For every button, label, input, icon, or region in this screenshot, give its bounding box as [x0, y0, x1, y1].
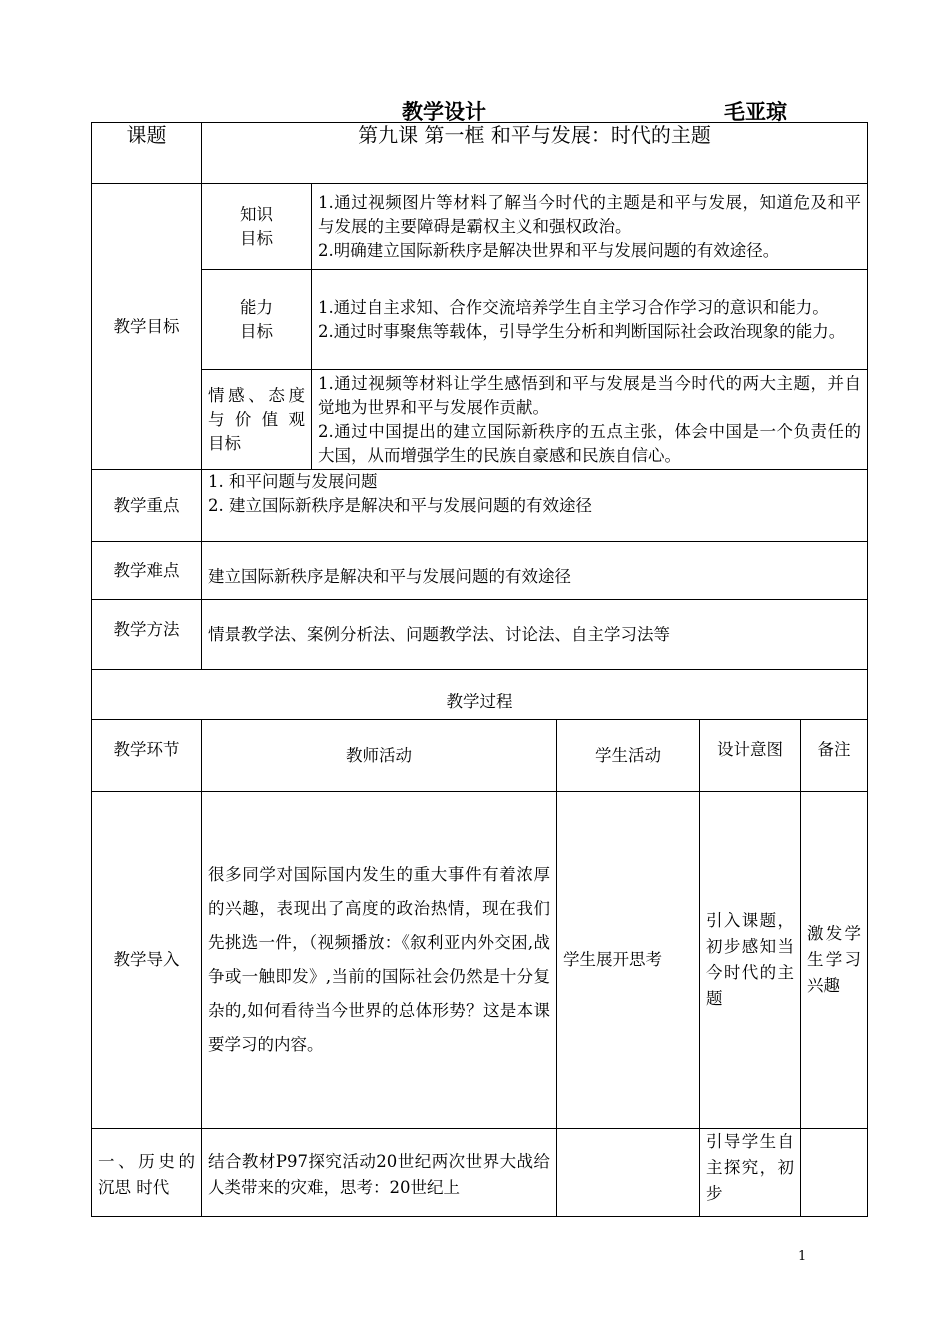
student-activity-cell: 学生展开思考 — [557, 792, 700, 1129]
method-text: 情景教学法、案例分析法、问题教学法、讨论法、自主学习法等 — [202, 600, 868, 670]
note-cell: 激发学生学习兴趣 — [801, 792, 868, 1129]
method-label: 教学方法 — [92, 600, 202, 670]
topic-text: 第九课 第一框 和平与发展：时代的主题 — [202, 123, 868, 184]
key-points-content — [202, 470, 868, 542]
design-intent-cell: 引导学生自主探究，初步 — [700, 1129, 801, 1217]
emotion-item-2: 2.通过中国提出的建立国际新秩序的五点主张，体会中国是一个负责任的大国，从而增强学生的民族自豪感和民族自信心。 — [318, 421, 862, 465]
header-teacher: 教师活动 — [202, 720, 557, 792]
note-cell — [801, 1129, 868, 1217]
ability-label — [202, 270, 312, 370]
stage-cell: 一、历史的沉思 时代 — [92, 1129, 202, 1217]
knowledge-label-line1: 知识 — [240, 204, 273, 224]
objective-emotion-row — [92, 370, 868, 470]
teacher-activity-cell: 结合教材P97探究活动20世纪两次世界大战给人类带来的灾难，思考：20世纪上 — [202, 1129, 557, 1217]
difficulty-row — [92, 542, 868, 600]
header-intent: 设计意图 — [700, 720, 801, 792]
process-title: 教学过程 — [92, 670, 868, 720]
header-stage: 教学环节 — [92, 720, 202, 792]
table-row — [92, 792, 868, 1129]
ability-item-1: 1.通过自主求知、合作交流培养学生自主学习合作学习的意识和能力。 — [318, 297, 829, 317]
ability-label-line1: 能力 — [240, 297, 273, 317]
document-title: 教学设计 — [402, 100, 486, 124]
header-student: 学生活动 — [557, 720, 700, 792]
stage-cell: 教学导入 — [92, 792, 202, 1129]
header-note: 备注 — [801, 720, 868, 792]
author-name: 毛亚琼 — [724, 100, 787, 124]
knowledge-content — [312, 184, 868, 270]
ability-label-line2: 目标 — [240, 321, 273, 341]
objective-ability-row — [92, 270, 868, 370]
method-row — [92, 600, 868, 670]
key-point-1: 1. 和平问题与发展问题 — [208, 472, 378, 491]
teacher-activity-cell: 很多同学对国际国内发生的重大事件有着浓厚的兴趣，表现出了高度的政治热情，现在我们先挑选一件，（视频播放：《叙利亚内外交困,战争或一触即发》,当前的国际社会仍然是十分复杂的,如何看待当今世界的总体形势？这是本课要学习的内容。 — [202, 792, 557, 1129]
page-number: 1 — [798, 1249, 807, 1264]
emotion-item-1: 1.通过视频等材料让学生感悟到和平与发展是当今时代的两大主题，并自觉地为世界和平与发展作贡献。 — [318, 373, 862, 417]
knowledge-item-1: 1.通过视频图片等材料了解当今时代的主题是和平与发展，知道危及和平与发展的主要障碍是霸权主义和强权政治。 — [318, 192, 862, 236]
topic-row — [92, 123, 868, 184]
difficulty-text: 建立国际新秩序是解决和平与发展问题的有效途径 — [202, 542, 868, 600]
ability-item-2: 2.通过时事聚焦等载体，引导学生分析和判断国际社会政治现象的能力。 — [318, 321, 846, 341]
table-row — [92, 1129, 868, 1217]
key-points-label: 教学重点 — [92, 470, 202, 542]
topic-label: 课题 — [92, 123, 202, 184]
design-intent-cell: 引入课题，初步感知当今时代的主题 — [700, 792, 801, 1129]
knowledge-label-line2: 目标 — [240, 228, 273, 248]
objective-knowledge-row — [92, 184, 868, 270]
document-header — [0, 96, 950, 124]
emotion-content — [312, 370, 868, 470]
key-point-2: 2. 建立国际新秩序是解决和平与发展问题的有效途径 — [208, 496, 592, 515]
key-points-row — [92, 470, 868, 542]
objectives-label: 教学目标 — [92, 184, 202, 470]
difficulty-label: 教学难点 — [92, 542, 202, 600]
knowledge-item-2: 2.明确建立国际新秩序是解决世界和平与发展问题的有效途径。 — [318, 240, 780, 260]
knowledge-label — [202, 184, 312, 270]
lesson-plan-table — [91, 122, 868, 1217]
emotion-label: 情感、态度与 价 值 观目标 — [202, 370, 312, 470]
process-title-row — [92, 670, 868, 720]
process-header-row — [92, 720, 868, 792]
ability-content — [312, 270, 868, 370]
student-activity-cell — [557, 1129, 700, 1217]
